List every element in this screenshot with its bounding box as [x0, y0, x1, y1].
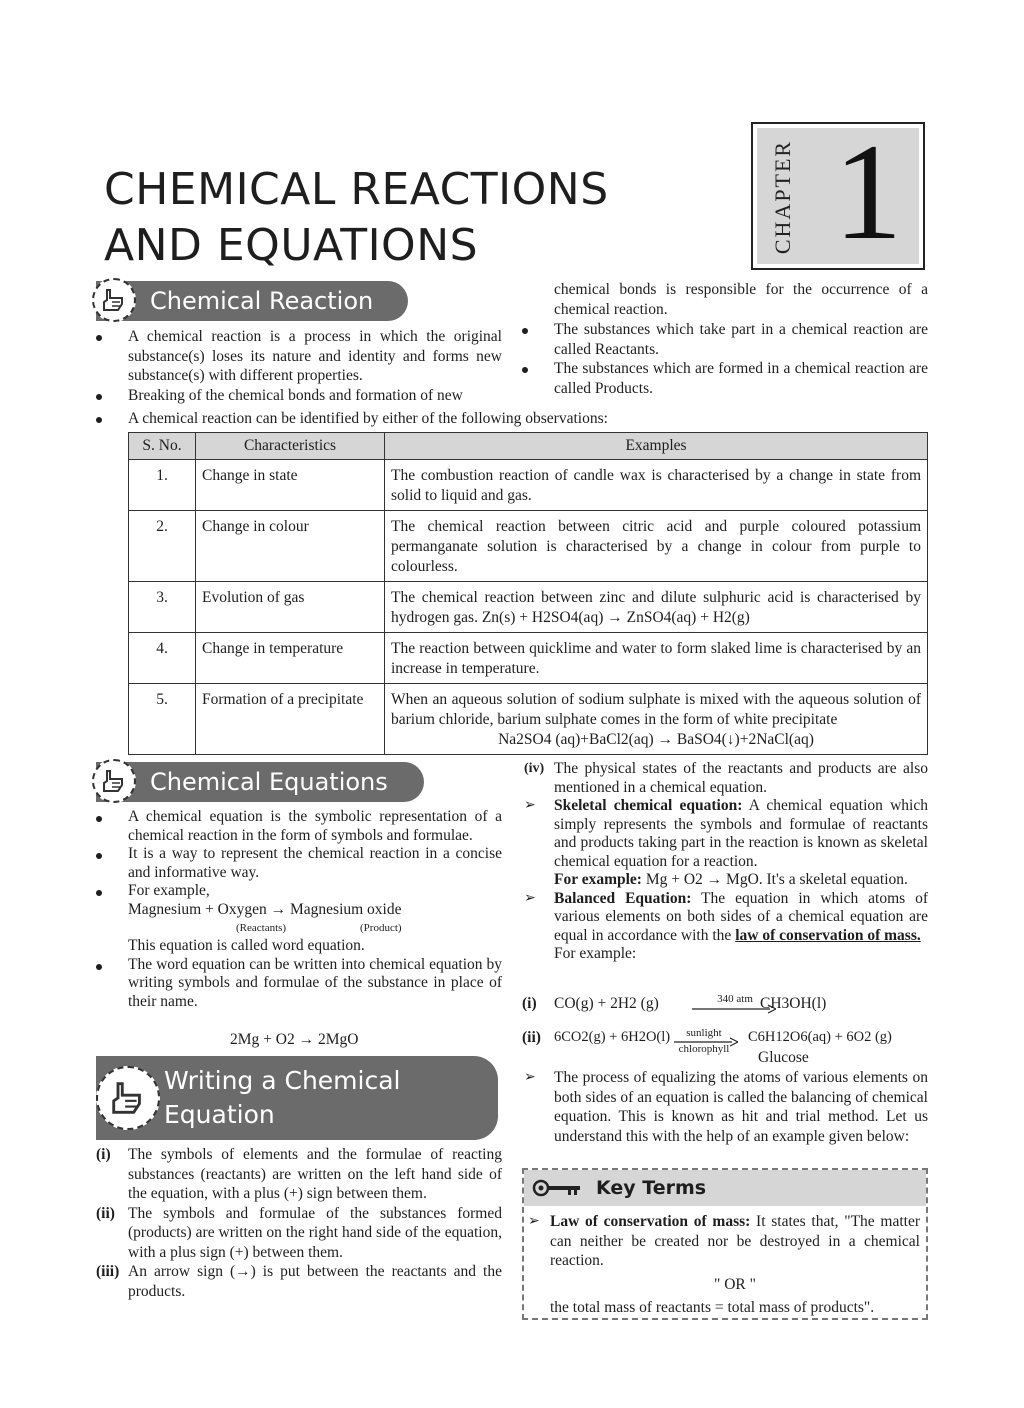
cell-example: The chemical reaction between citric acid and purple coloured potassium permanganate solution is characterised by a change in colour from purple to colourless.	[385, 511, 928, 582]
process-text: The process of equalizing the atoms of various elements on both sides of an equation is called the balancing of chemical equation. This is known as hit and trial method. Let us understand this with the help of an example given below:	[554, 1069, 928, 1145]
key-terms-box	[522, 1168, 928, 1320]
hand-pointing-icon	[92, 759, 136, 803]
equation-left: CO(g) + 2H2 (g)	[554, 995, 659, 1012]
step-number: (iv)	[524, 761, 545, 776]
cell-sno: 1.	[129, 460, 196, 511]
step-text: The symbols of elements and the formulae of reacting substances (reactants) are written on the left hand side of the equation, with a plus (+) sign between them.	[128, 1146, 502, 1202]
section-banner-chemical-equations	[96, 762, 424, 802]
equation-2	[522, 1028, 928, 1068]
equation-number: (ii)	[522, 1029, 541, 1046]
chapter-number: 1	[833, 115, 903, 268]
list-item	[96, 1145, 502, 1204]
law-label: Law of conservation of mass:	[550, 1213, 751, 1230]
section-title-line2: Equation	[164, 1100, 275, 1129]
cell-sno: 5.	[129, 684, 196, 755]
right-column	[522, 760, 928, 964]
arrow-bullet-icon: ➢	[524, 798, 536, 813]
cell-characteristic: Change in state	[196, 460, 385, 511]
step-text: The symbols and formulae of the substances formed (products) are written on the right hand side of the equation, with a plus sign (+) between them.	[128, 1204, 502, 1261]
list-item	[96, 882, 502, 956]
reaction-bullets-left	[96, 327, 502, 405]
hand-pointing-icon	[92, 278, 136, 322]
step-text: An arrow sign (→) is put between the reactants and the products.	[128, 1263, 502, 1300]
cell-characteristic: Change in colour	[196, 511, 385, 582]
list-item: A chemical equation is the symbolic representation of a chemical reaction in the form of symbols and formulae.	[96, 808, 502, 845]
balanced-law-link: law of conservation of mass.	[735, 926, 921, 944]
cell-sno: 4.	[129, 633, 196, 684]
section-title: Chemical Reaction	[150, 287, 374, 315]
word-equation: Magnesium + Oxygen → Magnesium oxide	[128, 900, 402, 918]
table-row	[129, 633, 928, 684]
chapter-label: CHAPTER	[770, 139, 795, 255]
list-item	[96, 1262, 502, 1301]
table-row	[129, 582, 928, 633]
glucose-label: Glucose	[758, 1049, 809, 1066]
section-title-line1: Writing a Chemical	[164, 1066, 401, 1095]
example-intro: For example,	[128, 882, 210, 899]
list-item: A chemical reaction is a process in which the original substance(s) loses its nature and identity and forms new substance(s) with different properties.	[96, 327, 502, 386]
table-row	[129, 511, 928, 582]
process-item	[522, 1068, 928, 1146]
balanced-label: Balanced Equation:	[554, 889, 692, 907]
list-item: The word equation can be written into chemical equation by writing symbols and formulae of the substance in place of their name.	[96, 956, 502, 1012]
key-icon	[532, 1179, 586, 1197]
arrow-bullet-icon: ➢	[524, 890, 536, 906]
column-header-characteristics: Characteristics	[196, 433, 385, 460]
list-item	[96, 1204, 502, 1263]
equation-condition: 340 atm	[717, 993, 753, 1005]
cell-characteristic: Formation of a precipitate	[196, 684, 385, 755]
chapter-title	[104, 162, 704, 274]
cell-characteristic: Change in temperature	[196, 633, 385, 684]
table-header-row	[129, 433, 928, 460]
balanced-example-label: For example:	[554, 945, 637, 962]
cell-example	[385, 684, 928, 755]
mg-equation: 2Mg + O2 → 2MgO	[230, 1031, 359, 1048]
arrow-bullet-icon: ➢	[524, 1070, 536, 1085]
cell-sno: 3.	[129, 582, 196, 633]
observations-table	[128, 432, 928, 755]
equation-number: (i)	[522, 995, 537, 1012]
reaction-bullets-right	[522, 320, 928, 398]
skeletal-text: A chemical equation which simply represents the symbols and formulae of reactants and products taking part in the reaction is known as skeletal chemical equation for a reaction.	[554, 797, 928, 870]
list-item: Breaking of the chemical bonds and formation of new	[96, 386, 502, 406]
cell-example: The combustion reaction of candle wax is characterised by a change in state from solid to liquid and gas.	[385, 460, 928, 511]
section-title: Chemical Equations	[150, 768, 388, 796]
cell-example: The reaction between quicklime and water to form slaked lime is characterised by an increase in temperature.	[385, 633, 928, 684]
word-equation-note: This equation is called word equation.	[128, 937, 365, 954]
list-item: A chemical reaction can be identified by either of the following observations:	[96, 409, 928, 429]
equation-condition-top: sunlight	[686, 1027, 722, 1039]
product-label: (Product)	[360, 922, 402, 934]
list-item: The substances which take part in a chemical reaction are called Reactants.	[522, 320, 928, 359]
equations-bullets	[96, 808, 502, 1011]
equation-left: 6CO2(g) + 6H2O(l)	[554, 1029, 671, 1045]
column-header-examples: Examples	[385, 433, 928, 460]
table-row	[129, 460, 928, 511]
example-equation: Na2SO4 (aq)+BaCl2(aq) → BaSO4(↓)+2NaCl(aq)	[498, 731, 814, 748]
chapter-number-box	[751, 115, 925, 270]
cell-example	[385, 582, 928, 633]
chapter-title-line1: CHEMICAL REACTIONS	[104, 164, 609, 215]
example-equation: Zn(s) + H2SO4(aq) → ZnSO4(aq) + H2(g)	[481, 609, 750, 626]
skeletal-label: Skeletal chemical equation:	[554, 797, 743, 814]
reaction-bullets-full	[96, 409, 928, 429]
equation-right: CH3OH(l)	[760, 995, 827, 1012]
balanced-item	[522, 890, 928, 964]
step-number: (ii)	[96, 1204, 115, 1222]
step-number: (iii)	[96, 1263, 120, 1280]
list-item: The substances which are formed in a chemical reaction are called Products.	[522, 359, 928, 398]
skeletal-item	[522, 797, 928, 890]
list-item: It is a way to represent the chemical reaction in a concise and informative way.	[96, 845, 502, 882]
skeletal-example-label: For example:	[554, 871, 642, 888]
writing-steps	[96, 1145, 502, 1301]
chapter-title-line2: AND EQUATIONS	[104, 220, 479, 271]
section-banner-writing-equation	[96, 1056, 498, 1140]
hand-pointing-icon	[96, 1066, 160, 1130]
law-text: It states that, "The matter can neither be created nor be destroyed in a chemical reaction.	[550, 1213, 920, 1269]
equation-condition-bottom: chlorophyll	[678, 1043, 730, 1055]
equation-right: C6H12O6(aq) + 6O2 (g)	[748, 1029, 892, 1045]
key-terms-header	[524, 1170, 926, 1206]
cell-sno: 2.	[129, 511, 196, 582]
step-number: (i)	[96, 1146, 111, 1163]
list-item	[522, 760, 928, 797]
key-terms-content	[526, 1212, 920, 1318]
or-separator: " OR "	[714, 1275, 756, 1293]
example-text: The chemical reaction between zinc and dilute sulphuric acid is characterised by hydrogen gas.	[391, 589, 921, 626]
reaction-bullet-continued: chemical bonds is responsible for the occurrence of a chemical reaction.	[554, 281, 928, 318]
law-text-2: the total mass of reactants = total mass of products".	[550, 1299, 875, 1316]
example-text: When an aqueous solution of sodium sulphate is mixed with the aqueous solution of barium chloride, barium sulphate comes in the form of white precipitate	[391, 691, 921, 728]
key-terms-title: Key Terms	[596, 1177, 707, 1199]
step-text: The physical states of the reactants and products are also mentioned in a chemical equation.	[554, 760, 928, 796]
section-banner-chemical-reaction	[96, 281, 408, 321]
table-row	[129, 684, 928, 755]
cell-characteristic: Evolution of gas	[196, 582, 385, 633]
arrow-bullet-icon: ➢	[528, 1214, 540, 1229]
reactants-label: (Reactants)	[236, 922, 287, 934]
column-header-sno: S. No.	[129, 433, 196, 460]
word-equation-labels	[128, 919, 502, 937]
balanced-text: The equation in which atoms of various elements on both sides of a chemical equation are equal in accordance with the	[554, 889, 928, 944]
skeletal-example: Mg + O2 → MgO. It's a skeletal equation.	[645, 871, 908, 888]
